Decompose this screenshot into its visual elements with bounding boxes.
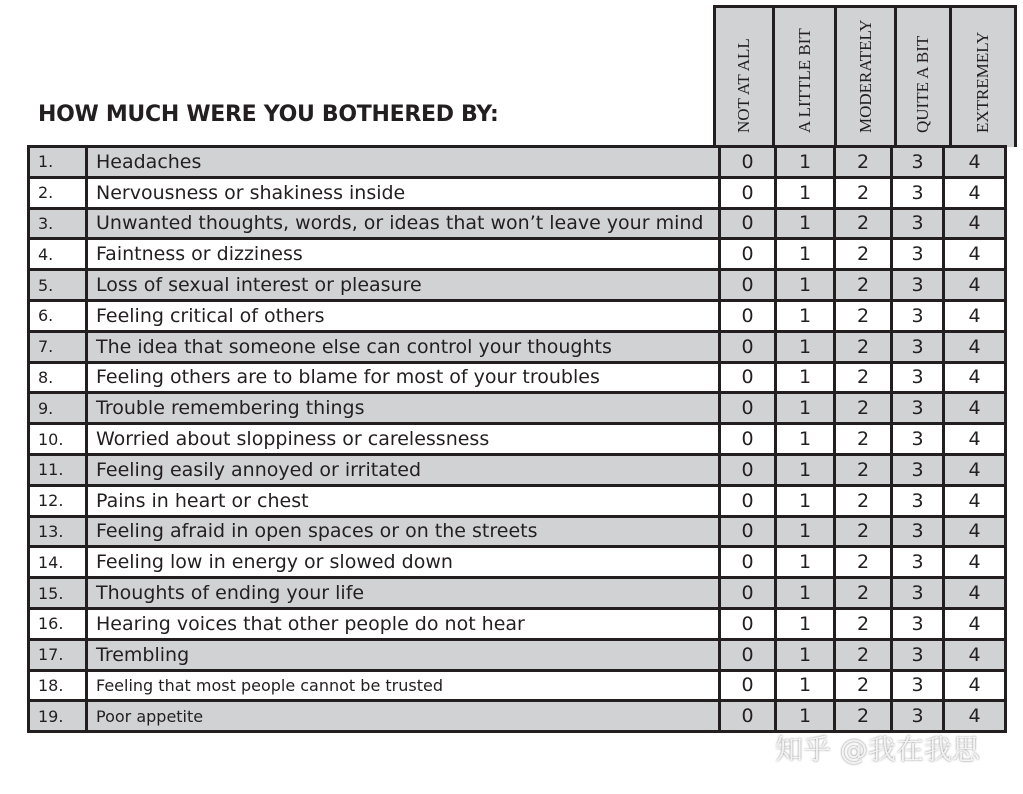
rating-option[interactable]: 1: [776, 424, 835, 455]
item-number: 11.: [29, 454, 87, 485]
item-text: Feeling easily annoyed or irritated: [87, 454, 720, 485]
item-text: Faintness or dizziness: [87, 239, 720, 270]
rating-option[interactable]: 0: [720, 547, 776, 578]
watermark: 知乎 @我在我思: [775, 733, 980, 766]
rating-option[interactable]: 4: [944, 362, 1006, 393]
item-text: Poor appetite: [87, 701, 720, 732]
column-header: [716, 8, 772, 147]
rating-option[interactable]: 4: [944, 547, 1006, 578]
item-text: Pains in heart or chest: [87, 485, 720, 516]
rating-option[interactable]: 0: [720, 701, 776, 732]
table-row: [29, 147, 1006, 178]
item-text: Unwanted thoughts, words, or ideas that won’t leave your mind: [87, 208, 720, 239]
rating-option[interactable]: 1: [776, 547, 835, 578]
rating-option[interactable]: 2: [835, 547, 892, 578]
rating-option[interactable]: 3: [892, 424, 944, 455]
rating-option[interactable]: 2: [835, 485, 892, 516]
rating-option[interactable]: 4: [944, 147, 1006, 178]
item-number: 15.: [29, 578, 87, 609]
item-number: 9.: [29, 393, 87, 424]
rating-option[interactable]: 3: [892, 670, 944, 701]
item-number: 5.: [29, 270, 87, 301]
table-row: [29, 454, 1006, 485]
rating-option[interactable]: 0: [720, 300, 776, 331]
rating-option[interactable]: 4: [944, 239, 1006, 270]
table-row: [29, 547, 1006, 578]
rating-option[interactable]: 0: [720, 670, 776, 701]
rating-option[interactable]: 0: [720, 454, 776, 485]
rating-option[interactable]: 2: [835, 454, 892, 485]
rating-option[interactable]: 3: [892, 147, 944, 178]
item-text: Feeling that most people cannot be trusted: [87, 670, 720, 701]
item-text: Loss of sexual interest or pleasure: [87, 270, 720, 301]
rating-option[interactable]: 4: [944, 454, 1006, 485]
item-text: Thoughts of ending your life: [87, 578, 720, 609]
rating-option[interactable]: 0: [720, 516, 776, 547]
rating-option[interactable]: 0: [720, 239, 776, 270]
item-text: Headaches: [87, 147, 720, 178]
rating-option[interactable]: 3: [892, 362, 944, 393]
rating-option[interactable]: 3: [892, 578, 944, 609]
table-row: [29, 608, 1006, 639]
rating-option[interactable]: 0: [720, 608, 776, 639]
item-number: 3.: [29, 208, 87, 239]
rating-option[interactable]: 3: [892, 608, 944, 639]
rating-option[interactable]: 4: [944, 485, 1006, 516]
rating-option[interactable]: 4: [944, 177, 1006, 208]
rating-option[interactable]: 0: [720, 177, 776, 208]
rating-option[interactable]: 2: [835, 239, 892, 270]
rating-option[interactable]: 0: [720, 362, 776, 393]
item-number: 7.: [29, 331, 87, 362]
rating-option[interactable]: 3: [892, 516, 944, 547]
rating-option[interactable]: 1: [776, 270, 835, 301]
rating-option[interactable]: 2: [835, 701, 892, 732]
rating-option[interactable]: 3: [892, 485, 944, 516]
table-row: [29, 331, 1006, 362]
item-text: Worried about sloppiness or carelessness: [87, 424, 720, 455]
column-header-label: MODERATELY: [855, 19, 875, 133]
table-row: [29, 670, 1006, 701]
rating-option[interactable]: 3: [892, 239, 944, 270]
item-number: 13.: [29, 516, 87, 547]
item-number: 8.: [29, 362, 87, 393]
column-header-label: A LITTLE BIT: [794, 28, 814, 133]
rating-option[interactable]: 1: [776, 147, 835, 178]
rating-option[interactable]: 3: [892, 331, 944, 362]
rating-option[interactable]: 0: [720, 485, 776, 516]
item-number: 10.: [29, 424, 87, 455]
table-row: [29, 239, 1006, 270]
rating-option[interactable]: 4: [944, 424, 1006, 455]
rating-option[interactable]: 2: [835, 670, 892, 701]
item-number: 19.: [29, 701, 87, 732]
rating-option[interactable]: 2: [835, 300, 892, 331]
table-row: [29, 270, 1006, 301]
item-text: Feeling low in energy or slowed down: [87, 547, 720, 578]
item-number: 18.: [29, 670, 87, 701]
rating-option[interactable]: 0: [720, 424, 776, 455]
table-row: [29, 485, 1006, 516]
rating-option[interactable]: 2: [835, 147, 892, 178]
rating-option[interactable]: 2: [835, 331, 892, 362]
symptom-table: [27, 145, 1007, 733]
rating-option[interactable]: 3: [892, 454, 944, 485]
item-number: 4.: [29, 239, 87, 270]
rating-option[interactable]: 4: [944, 331, 1006, 362]
rating-option[interactable]: 3: [892, 393, 944, 424]
rating-option[interactable]: 4: [944, 639, 1006, 670]
rating-option[interactable]: 3: [892, 177, 944, 208]
rating-option[interactable]: 1: [776, 608, 835, 639]
rating-option[interactable]: 2: [835, 177, 892, 208]
rating-option[interactable]: 0: [720, 331, 776, 362]
column-header: [897, 8, 949, 147]
rating-option[interactable]: 0: [720, 147, 776, 178]
rating-option[interactable]: 4: [944, 300, 1006, 331]
rating-option[interactable]: 4: [944, 208, 1006, 239]
rating-option[interactable]: 4: [944, 270, 1006, 301]
questionnaire-title: HOW MUCH WERE YOU BOTHERED BY:: [38, 102, 499, 127]
rating-option[interactable]: 4: [944, 608, 1006, 639]
rating-option[interactable]: 1: [776, 516, 835, 547]
item-number: 14.: [29, 547, 87, 578]
table-row: [29, 177, 1006, 208]
rating-option[interactable]: 3: [892, 270, 944, 301]
rating-option[interactable]: 4: [944, 393, 1006, 424]
table-row: [29, 639, 1006, 670]
rating-option[interactable]: 1: [776, 331, 835, 362]
rating-option[interactable]: 1: [776, 239, 835, 270]
item-text: Trouble remembering things: [87, 393, 720, 424]
item-number: 1.: [29, 147, 87, 178]
table-row: [29, 424, 1006, 455]
column-headers: [713, 5, 1017, 147]
rating-option[interactable]: 4: [944, 516, 1006, 547]
column-header-label: QUITE A BIT: [913, 35, 932, 133]
rating-option[interactable]: 1: [776, 578, 835, 609]
item-number: 2.: [29, 177, 87, 208]
item-number: 16.: [29, 608, 87, 639]
rating-option[interactable]: 2: [835, 270, 892, 301]
rating-option[interactable]: 3: [892, 639, 944, 670]
rating-option[interactable]: 0: [720, 270, 776, 301]
rating-option[interactable]: 4: [944, 578, 1006, 609]
item-number: 12.: [29, 485, 87, 516]
rating-option[interactable]: 1: [776, 177, 835, 208]
item-text: Feeling afraid in open spaces or on the streets: [87, 516, 720, 547]
column-header: [837, 8, 894, 147]
rating-option[interactable]: 1: [776, 393, 835, 424]
rating-option[interactable]: 3: [892, 547, 944, 578]
rating-option[interactable]: 1: [776, 670, 835, 701]
rating-option[interactable]: 1: [776, 485, 835, 516]
rating-option[interactable]: 4: [944, 670, 1006, 701]
column-header: [775, 8, 834, 147]
rating-option[interactable]: 2: [835, 393, 892, 424]
table-row: [29, 362, 1006, 393]
rating-option[interactable]: 0: [720, 208, 776, 239]
rating-option[interactable]: 1: [776, 454, 835, 485]
item-text: Feeling others are to blame for most of your troubles: [87, 362, 720, 393]
rating-option[interactable]: 1: [776, 208, 835, 239]
column-header: [952, 8, 1014, 147]
rating-option[interactable]: 3: [892, 208, 944, 239]
rating-option[interactable]: 4: [944, 701, 1006, 732]
rating-option[interactable]: 2: [835, 424, 892, 455]
table-row: [29, 208, 1006, 239]
table-row: [29, 578, 1006, 609]
rating-option[interactable]: 3: [892, 701, 944, 732]
column-header-label: NOT AT ALL: [734, 38, 753, 133]
item-text: Hearing voices that other people do not hear: [87, 608, 720, 639]
item-number: 17.: [29, 639, 87, 670]
item-text: Trembling: [87, 639, 720, 670]
rating-option[interactable]: 2: [835, 608, 892, 639]
rating-option[interactable]: 1: [776, 701, 835, 732]
rating-option[interactable]: 1: [776, 362, 835, 393]
rating-option[interactable]: 0: [720, 639, 776, 670]
rating-option[interactable]: 2: [835, 639, 892, 670]
item-text: Feeling critical of others: [87, 300, 720, 331]
item-number: 6.: [29, 300, 87, 331]
rating-option[interactable]: 3: [892, 300, 944, 331]
rating-option[interactable]: 2: [835, 362, 892, 393]
rating-option[interactable]: 2: [835, 578, 892, 609]
column-header-label: EXTREMELY: [973, 31, 992, 133]
item-text: Nervousness or shakiness inside: [87, 177, 720, 208]
table-row: [29, 300, 1006, 331]
rating-option[interactable]: 0: [720, 578, 776, 609]
rating-option[interactable]: 1: [776, 639, 835, 670]
table-row: [29, 516, 1006, 547]
rating-option[interactable]: 0: [720, 393, 776, 424]
rating-option[interactable]: 1: [776, 300, 835, 331]
item-text: The idea that someone else can control your thoughts: [87, 331, 720, 362]
rating-option[interactable]: 2: [835, 516, 892, 547]
table-row: [29, 393, 1006, 424]
rating-option[interactable]: 2: [835, 208, 892, 239]
